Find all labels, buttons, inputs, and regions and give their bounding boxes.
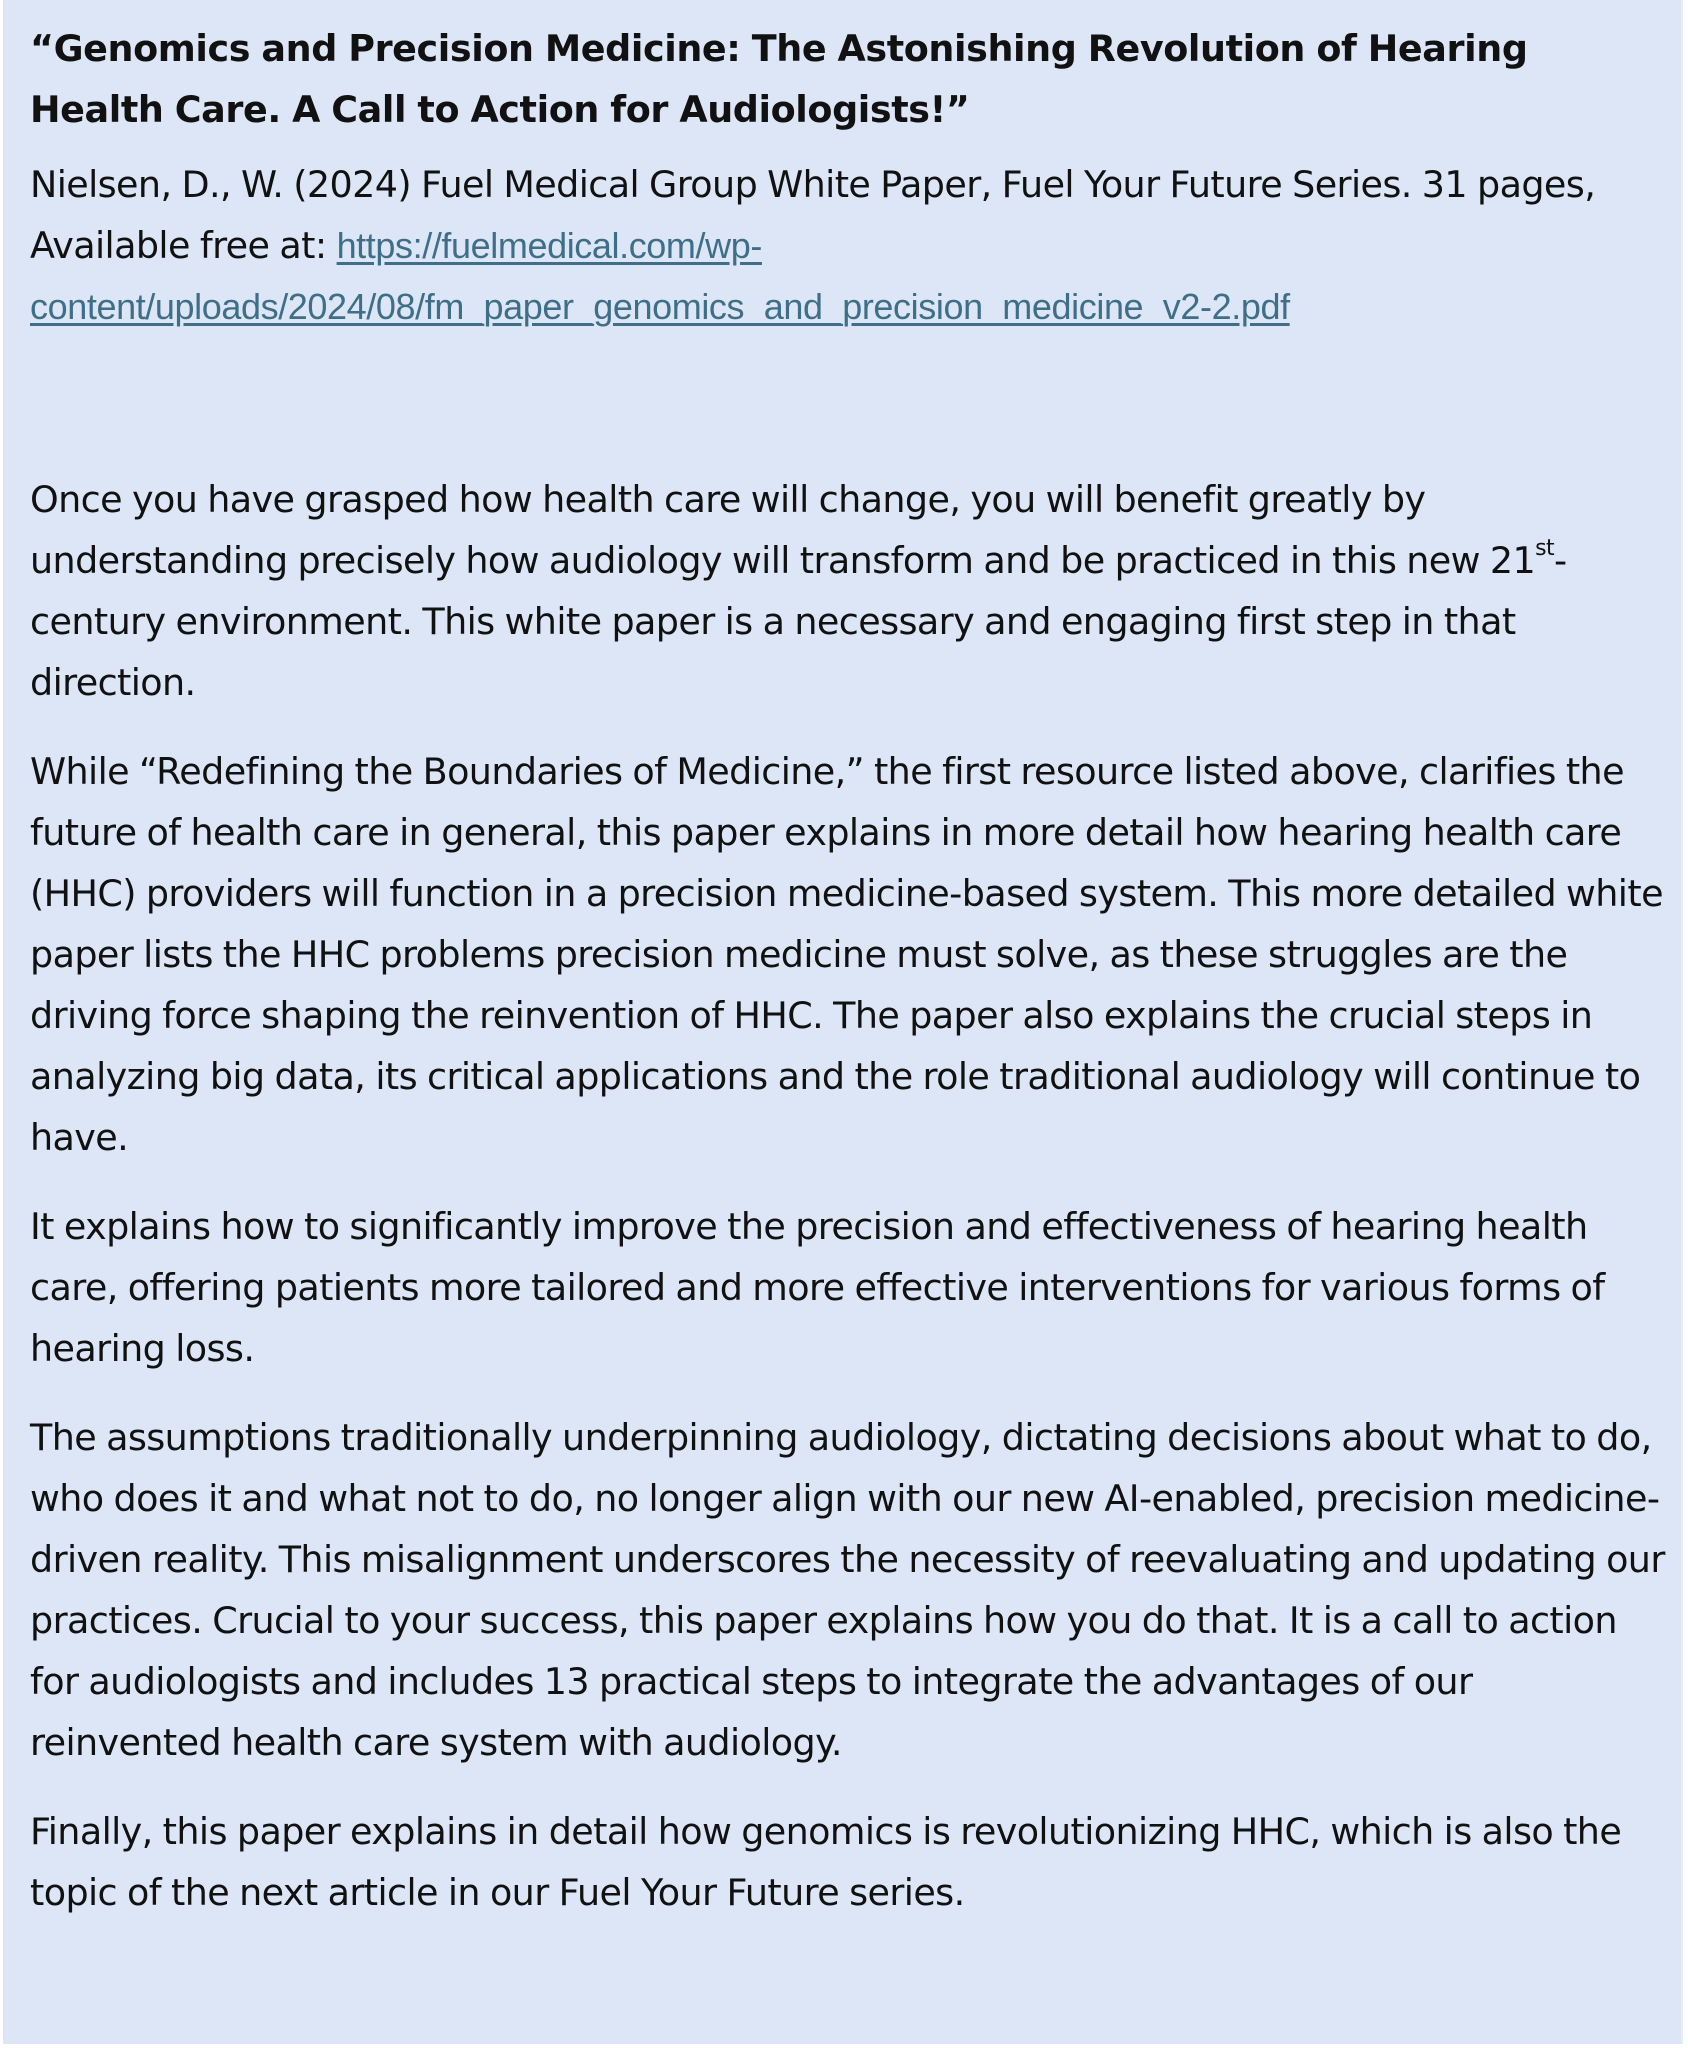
citation-text: Nielsen, D., W. (2024) Fuel Medical Group White Paper, Fuel Your Future Series. 31 pages, Available free at: [30, 163, 1596, 267]
paragraph-1-text-a: Once you have grasped how health care will change, you will benefit greatly by understanding precisely how audiology will transform and be practiced in this new 21 [30, 478, 1536, 582]
paragraph-1 [30, 469, 1670, 713]
paragraph-5: Finally, this paper explains in detail how genomics is revolutionizing HHC, which is also the topic of the next article in our Fuel Your Future series. [30, 1810, 1622, 1914]
spacer [30, 337, 1670, 469]
paragraph-4: The assumptions traditionally underpinning audiology, dictating decisions about what to do, who does it and what not to do, no longer align with our new AI-enabled, precision medicine-driven reality. This misalignment underscores the necessity of reevaluating and updating our practices. Crucial to your success, this paper explains how you do that. It is a call to action for audiologists and includes 13 practical steps to integrate the advantages of our reinvented health care system with audiology. [30, 1416, 1665, 1764]
article-title: “Genomics and Precision Medicine: The Astonishing Revolution of Hearing Health Care. A Call to Action for Audiologists!” [30, 27, 1528, 131]
citation [30, 154, 1670, 337]
article-body [30, 18, 1670, 1951]
superscript-st: st [1535, 536, 1555, 561]
paragraph-1-text-b: -century environment. This white paper is a necessary and engaging first step in that direction. [30, 539, 1567, 704]
pdf-link[interactable]: https://fuelmedical.com/wp-content/uploads/2024/08/fm_paper_genomics_and_precision_medicine_v2-2.pdf [30, 225, 1290, 327]
paragraph-3: It explains how to significantly improve the precision and effectiveness of hearing health care, offering patients more tailored and more effective interventions for various forms of hearing loss. [30, 1205, 1605, 1370]
paragraph-2: While “Redefining the Boundaries of Medicine,” the first resource listed above, clarifies the future of health care in general, this paper explains in more detail how hearing health care (HHC) providers will function in a precision medicine-based system. This more detailed white paper lists the HHC problems precision medicine must solve, as these struggles are the driving force shaping the reinvention of HHC. The paper also explains the crucial steps in analyzing big data, its critical applications and the role traditional audiology will continue to have. [30, 750, 1663, 1159]
content-panel [3, 0, 1683, 2044]
